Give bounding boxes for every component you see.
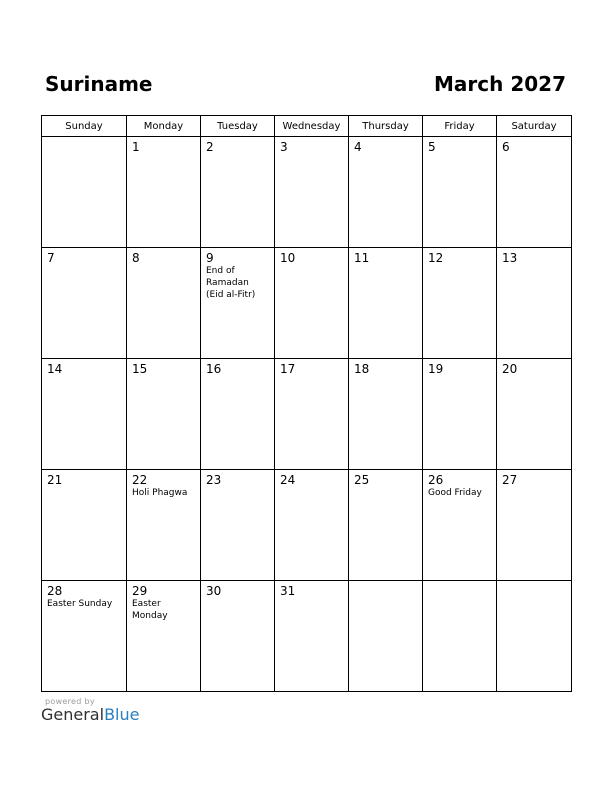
day-cell	[127, 137, 201, 248]
brand-general: General	[41, 705, 105, 724]
day-cell	[423, 248, 497, 359]
day-number: 5	[428, 140, 436, 154]
day-number: 31	[280, 584, 296, 598]
day-cell	[127, 359, 201, 470]
day-number: 19	[428, 362, 444, 376]
day-cell	[201, 581, 275, 692]
day-number: 21	[47, 473, 63, 487]
day-number: 10	[280, 251, 296, 265]
day-cell	[201, 248, 275, 359]
day-cell	[349, 248, 423, 359]
day-number: 26	[428, 473, 444, 487]
weekday-header: Thursday	[349, 116, 423, 137]
footer-branding	[41, 697, 139, 724]
day-number: 25	[354, 473, 370, 487]
day-cell	[42, 581, 127, 692]
day-cell	[127, 470, 201, 581]
day-number: 20	[502, 362, 518, 376]
day-cell	[275, 248, 349, 359]
weekday-header: Sunday	[42, 116, 127, 137]
holiday-event: Easter Sunday	[47, 599, 113, 609]
day-cell	[497, 581, 572, 692]
day-cell	[349, 359, 423, 470]
day-cell	[349, 581, 423, 692]
day-number: 4	[354, 140, 362, 154]
day-cell	[42, 248, 127, 359]
day-cell	[497, 359, 572, 470]
day-cell	[275, 137, 349, 248]
week-row	[42, 470, 572, 581]
day-cell	[497, 248, 572, 359]
day-cell	[127, 248, 201, 359]
country-title: Suriname	[45, 72, 153, 96]
day-cell	[275, 581, 349, 692]
day-number: 2	[206, 140, 214, 154]
day-number: 17	[280, 362, 296, 376]
weekday-header: Saturday	[497, 116, 572, 137]
day-number: 3	[280, 140, 288, 154]
day-number: 6	[502, 140, 510, 154]
day-cell	[201, 359, 275, 470]
day-cell	[275, 359, 349, 470]
day-cell	[275, 470, 349, 581]
day-number: 30	[206, 584, 222, 598]
week-row	[42, 248, 572, 359]
day-number: 1	[132, 140, 140, 154]
day-number: 14	[47, 362, 63, 376]
day-cell	[42, 470, 127, 581]
day-cell	[127, 581, 201, 692]
day-number: 13	[502, 251, 518, 265]
day-cell	[423, 470, 497, 581]
day-cell	[497, 137, 572, 248]
weekday-header-row	[42, 116, 572, 137]
day-cell	[201, 137, 275, 248]
weekday-header: Tuesday	[201, 116, 275, 137]
powered-by-label: powered by	[45, 697, 95, 706]
day-cell	[42, 137, 127, 248]
day-number: 7	[47, 251, 55, 265]
day-number: 28	[47, 584, 63, 598]
day-number: 12	[428, 251, 444, 265]
weekday-header: Friday	[423, 116, 497, 137]
weekday-header: Wednesday	[275, 116, 349, 137]
brand-blue: Blue	[104, 705, 140, 724]
holiday-event: Good Friday	[428, 488, 482, 498]
day-number: 11	[354, 251, 370, 265]
day-cell	[349, 137, 423, 248]
day-number: 29	[132, 584, 148, 598]
week-row	[42, 581, 572, 692]
day-number: 24	[280, 473, 296, 487]
day-number: 22	[132, 473, 148, 487]
day-cell	[423, 581, 497, 692]
week-row	[42, 137, 572, 248]
day-cell	[349, 470, 423, 581]
month-title: March 2027	[434, 72, 566, 96]
brand-logo	[41, 705, 139, 724]
calendar-grid	[41, 115, 572, 692]
day-cell	[201, 470, 275, 581]
day-number: 27	[502, 473, 518, 487]
day-number: 16	[206, 362, 222, 376]
day-number: 23	[206, 473, 222, 487]
day-cell	[42, 359, 127, 470]
holiday-event: End of Ramadan (Eid al-Fitr)	[206, 266, 256, 300]
day-cell	[497, 470, 572, 581]
day-cell	[423, 137, 497, 248]
day-number: 15	[132, 362, 148, 376]
day-number: 8	[132, 251, 140, 265]
holiday-event: Easter Monday	[132, 599, 168, 621]
day-cell	[423, 359, 497, 470]
day-number: 9	[206, 251, 214, 265]
week-row	[42, 359, 572, 470]
holiday-event: Holi Phagwa	[132, 488, 188, 498]
day-number: 18	[354, 362, 370, 376]
weekday-header: Monday	[127, 116, 201, 137]
